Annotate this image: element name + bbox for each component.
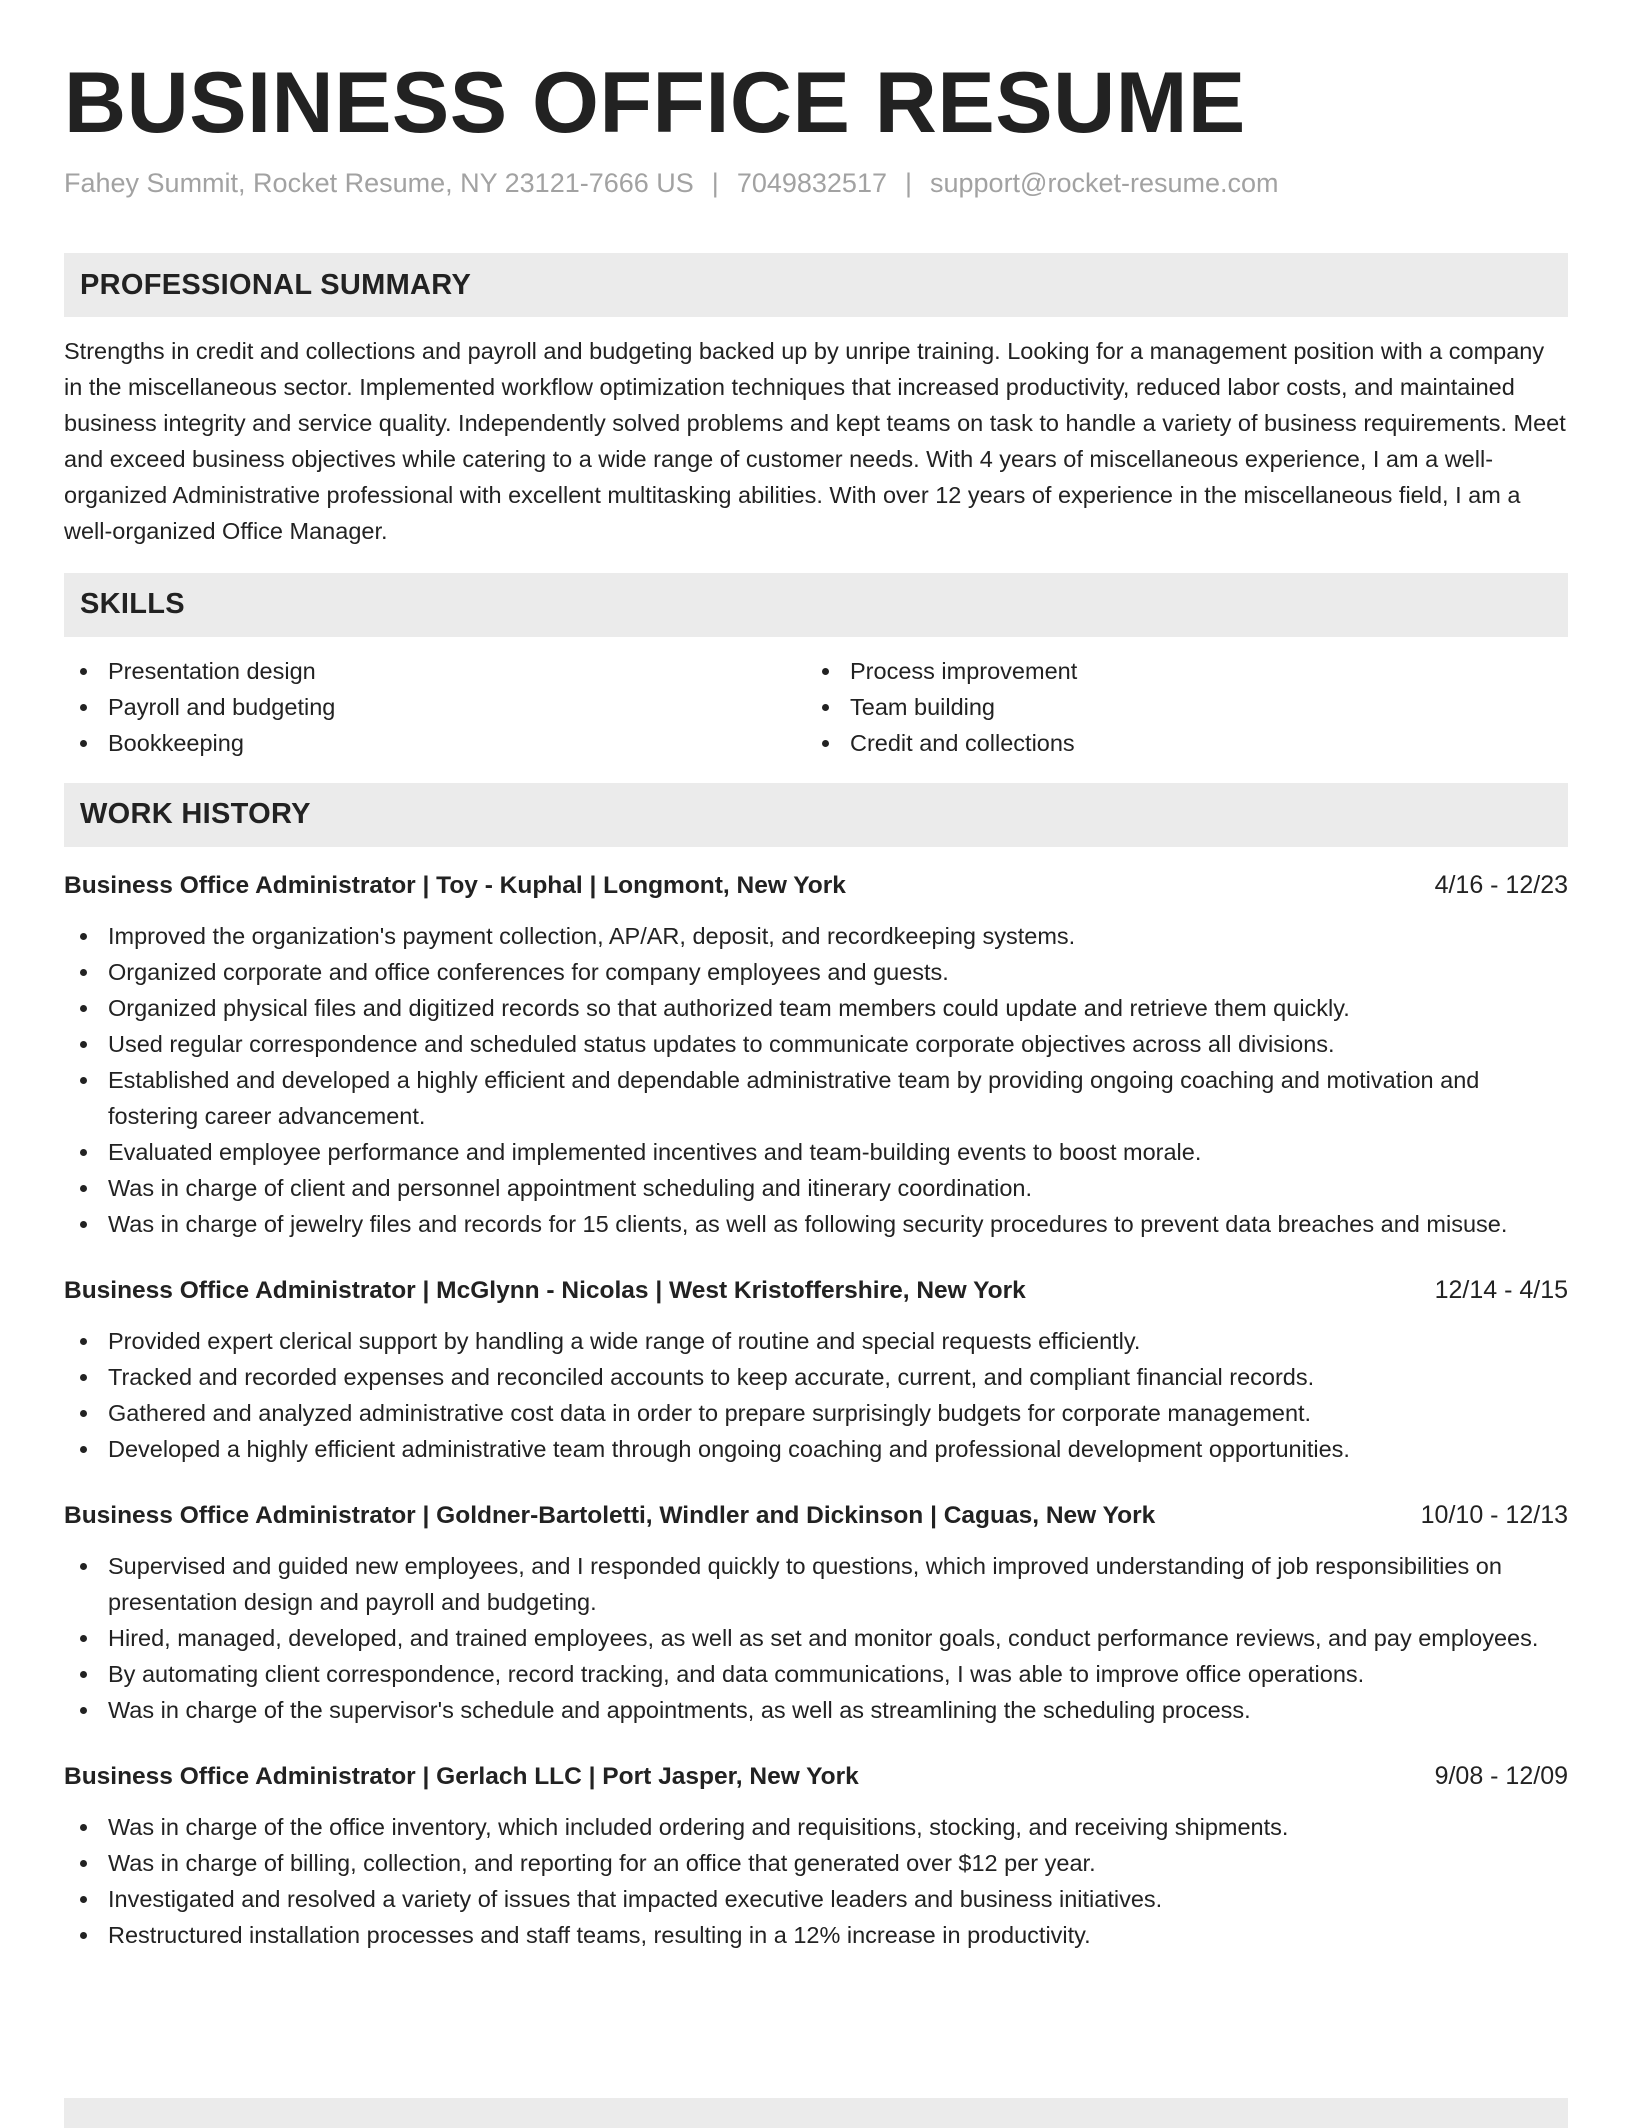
contact-address: Fahey Summit, Rocket Resume, NY 23121-7666 US: [64, 168, 694, 198]
job-entry: [64, 1272, 1568, 1467]
job-title: Business Office Administrator | Toy - Kuphal | Longmont, New York: [64, 871, 846, 899]
job-bullet: Tracked and recorded expenses and reconciled accounts to keep accurate, current, and compliant financial records.: [64, 1359, 1568, 1395]
job-entry: [64, 1758, 1568, 1953]
job-bullet: Established and developed a highly efficient and dependable administrative team by providing ongoing coaching and motivation and fostering career advancement.: [64, 1062, 1568, 1134]
job-bullet: Restructured installation processes and staff teams, resulting in a 12% increase in productivity.: [64, 1917, 1568, 1953]
job-dates: 12/14 - 4/15: [1434, 1275, 1568, 1304]
job-bullet: Was in charge of the office inventory, which included ordering and requisitions, stocking, and receiving shipments.: [64, 1809, 1568, 1845]
job-bullet: Organized physical files and digitized records so that authorized team members could update and retrieve them quickly.: [64, 990, 1568, 1026]
job-bullets: [64, 918, 1568, 1242]
skill-item: Team building: [806, 689, 1548, 725]
job-entry: [64, 867, 1568, 1242]
job-bullet: Supervised and guided new employees, and I responded quickly to questions, which improved understanding of job responsibilities on presentation design and payroll and budgeting.: [64, 1548, 1568, 1620]
contact-separator: |: [904, 168, 912, 198]
job-dates: 9/08 - 12/09: [1434, 1761, 1568, 1790]
skill-item: Payroll and budgeting: [64, 689, 806, 725]
skills-column-left: [64, 653, 806, 761]
job-bullet: Organized corporate and office conferences for company employees and guests.: [64, 954, 1568, 990]
skill-item: Bookkeeping: [64, 725, 806, 761]
contact-email: support@rocket-resume.com: [930, 168, 1279, 198]
job-bullet: Was in charge of client and personnel appointment scheduling and itinerary coordination.: [64, 1170, 1568, 1206]
skills-list: [64, 653, 1568, 761]
section-heading-skills: SKILLS: [64, 573, 1568, 637]
job-bullets: [64, 1548, 1568, 1728]
skills-column-right: [806, 653, 1548, 761]
job-bullet: Hired, managed, developed, and trained employees, as well as set and monitor goals, conduct performance reviews, and pay employees.: [64, 1620, 1568, 1656]
job-header: [64, 867, 1568, 904]
job-bullets: [64, 1323, 1568, 1467]
job-bullet: Developed a highly efficient administrative team through ongoing coaching and professional development opportunities.: [64, 1431, 1568, 1467]
job-bullet: By automating client correspondence, record tracking, and data communications, I was able to improve office operations.: [64, 1656, 1568, 1692]
skill-item: Process improvement: [806, 653, 1548, 689]
job-title: Business Office Administrator | McGlynn - Nicolas | West Kristoffershire, New York: [64, 1276, 1026, 1304]
job-header: [64, 1272, 1568, 1309]
job-bullet: Investigated and resolved a variety of issues that impacted executive leaders and business initiatives.: [64, 1881, 1568, 1917]
job-entry: [64, 1497, 1568, 1728]
next-section-bar: [64, 2098, 1568, 2128]
job-dates: 4/16 - 12/23: [1434, 870, 1568, 899]
job-dates: 10/10 - 12/13: [1420, 1500, 1568, 1529]
skill-item: Presentation design: [64, 653, 806, 689]
skill-item: Credit and collections: [806, 725, 1548, 761]
job-header: [64, 1758, 1568, 1795]
section-heading-summary: PROFESSIONAL SUMMARY: [64, 253, 1568, 317]
job-bullet: Evaluated employee performance and implemented incentives and team-building events to boost morale.: [64, 1134, 1568, 1170]
job-bullet: Used regular correspondence and scheduled status updates to communicate corporate objectives across all divisions.: [64, 1026, 1568, 1062]
job-bullet: Was in charge of the supervisor's schedule and appointments, as well as streamlining the scheduling process.: [64, 1692, 1568, 1728]
job-bullet: Provided expert clerical support by handling a wide range of routine and special requests efficiently.: [64, 1323, 1568, 1359]
resume-title: BUSINESS OFFICE RESUME: [64, 55, 1246, 151]
job-title: Business Office Administrator | Goldner-Bartoletti, Windler and Dickinson | Caguas, New York: [64, 1501, 1156, 1529]
job-bullet: Improved the organization's payment collection, AP/AR, deposit, and recordkeeping systems.: [64, 918, 1568, 954]
summary-text: Strengths in credit and collections and payroll and budgeting backed up by unripe training. Looking for a management position with a company in the miscellaneous sector. Implemented workflow optimization techniques that increased productivity, reduced labor costs, and maintained business integrity and service quality. Independently solved problems and kept teams on task to handle a variety of business requirements. Meet and exceed business objectives while catering to a wide range of customer needs. With 4 years of miscellaneous experience, I am a well-organized Administrative professional with excellent multitasking abilities. With over 12 years of experience in the miscellaneous field, I am a well-organized Office Manager.: [64, 338, 1566, 544]
job-bullet: Was in charge of billing, collection, and reporting for an office that generated over $12 per year.: [64, 1845, 1568, 1881]
section-heading-work-history: WORK HISTORY: [64, 783, 1568, 847]
job-bullets: [64, 1809, 1568, 1953]
job-bullet: Was in charge of jewelry files and records for 15 clients, as well as following security procedures to prevent data breaches and misuse.: [64, 1206, 1568, 1242]
job-title: Business Office Administrator | Gerlach LLC | Port Jasper, New York: [64, 1762, 859, 1790]
job-bullet: Gathered and analyzed administrative cost data in order to prepare surprisingly budgets for corporate management.: [64, 1395, 1568, 1431]
job-header: [64, 1497, 1568, 1534]
contact-line: [64, 168, 1568, 199]
contact-separator: |: [711, 168, 719, 198]
contact-phone: 7049832517: [736, 168, 887, 198]
